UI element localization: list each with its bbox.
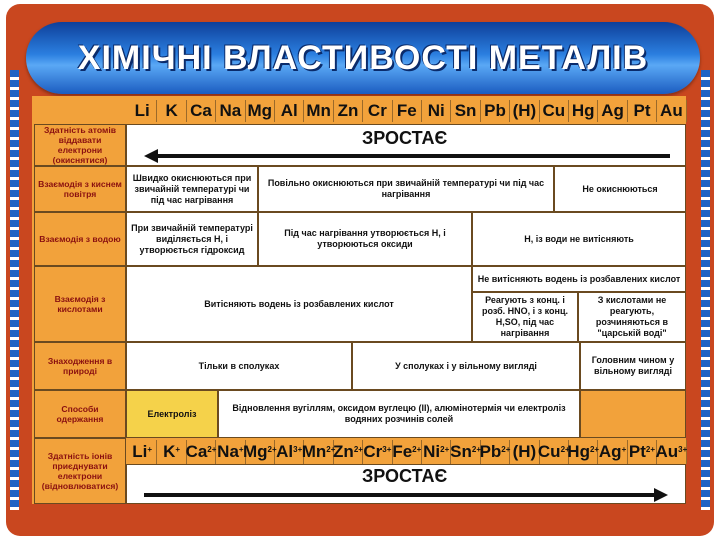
oxygen-none-cell: Не окиснюються [554,166,686,212]
ion-cell-8 [363,440,392,464]
row-label-nature: Знаходження в природі [34,342,126,390]
ion-symbol: Ca [185,442,208,461]
title-banner [26,22,700,94]
ion-symbol: Pb [479,442,502,461]
ion-charge: 2+ [589,444,600,454]
metal-cell-15: Hg [569,100,598,122]
ion-symbol: Ni [423,442,441,461]
ion-cell-18 [657,440,686,464]
ion-cell-7 [334,440,363,464]
ion-symbol: Pt [628,442,646,461]
oxygen-fast-cell: Швидко окиснюються при звичайній температурі чи під час нагрівання [126,166,258,212]
acids-displace-cell: Витісняють водень із розбавлених кислот [126,266,472,342]
ion-charge: 2+ [207,444,217,454]
nature-compounds-cell: Тільки в сполуках [126,342,352,390]
water-none-cell: H, із води не витісняють [472,212,686,266]
ion-charge: 2+ [412,444,422,454]
row-label-production: Способи одержання [34,390,126,438]
ion-symbol: Mn [301,442,327,461]
metal-cell-7: Zn [334,100,363,122]
ion-cell-16 [598,440,627,464]
ion-charge: 3+ [293,444,303,454]
trend-arrow-right [144,493,656,497]
poster-title: ХІМІЧНІ ВЛАСТИВОСТІ МЕТАЛІВ [77,39,649,77]
metal-cell-3: Na [216,100,245,122]
acids-nitric-cell: Реагують з конц. і розб. HNO, і з конц. H,SO, під час нагрівання [472,292,578,342]
ion-charge: + [147,444,153,454]
ion-symbol: Cr [363,442,383,461]
trend-arrow-left [158,154,670,158]
ion-charge: 2+ [501,444,511,454]
ion-cell-2 [187,440,216,464]
metal-cell-14: Cu [540,100,569,122]
metal-cell-10: Ni [422,100,451,122]
right-stripe-rail [701,70,710,510]
ion-symbol: Sn [450,442,472,461]
ion-cell-1 [157,440,186,464]
ion-charge: 2+ [353,444,363,454]
ion-symbol: Na [217,442,239,461]
metal-cell-4: Mg [246,100,275,122]
ion-symbol: (H) [512,442,537,461]
ion-symbol: Mg [242,442,268,461]
ion-charge: 2+ [645,444,656,454]
metal-cell-11: Sn [451,100,480,122]
ion-symbol: Fe [392,442,413,461]
ion-cell-10 [422,440,451,464]
ion-cell-12 [481,440,510,464]
ion-cell-14 [537,440,570,464]
row-label-water: Взаємодія з водою [34,212,126,266]
ion-cell-17 [628,440,657,464]
metal-cell-12: Pb [481,100,510,122]
ion-cell-9 [393,440,422,464]
ion-charge: 2+ [267,444,277,454]
row-label-electron-donation: Здатність атомів віддавати електрони (окиснятися) [34,124,126,166]
metal-cell-0: Li [128,100,157,122]
ion-symbol: Al [276,442,294,461]
metal-cell-6: Mn [304,100,333,122]
ion-symbol: Ag [598,442,622,461]
metal-cell-2: Ca [187,100,216,122]
ion-symbol: Hg [567,442,590,461]
water-hydroxide-cell: При звичайній температурі виділяється H, і утворюється гідроксид [126,212,258,266]
ion-charge: + [238,444,244,454]
metal-cell-16: Ag [598,100,627,122]
arrow-head-left-icon [144,149,158,163]
ion-charge: 2+ [440,444,450,454]
row-label-ion-acceptance: Здатність іонів приєднувати електрони (відновлюватися) [34,438,126,504]
ion-cell-15 [569,440,598,464]
ion-cell-6 [301,440,336,464]
ion-cell-5 [275,440,304,464]
ion-cell-3 [216,440,245,464]
production-empty-cell [580,390,686,438]
metal-cell-1: K [157,100,186,122]
ion-charge: 3+ [382,444,392,454]
acids-aqua-regia-cell: З кислотами не реагують, розчиняються в "царській воді" [578,292,686,342]
ion-symbol: Li [132,442,148,461]
ion-charge: 2+ [471,444,482,454]
nature-free-cell: Головним чином у вільному вигляді [580,342,686,390]
production-reduction-cell: Відновлення вугіллям, оксидом вуглецю (ІІ), алюмінотермія чи електроліз водяних розчинів солей [218,390,580,438]
metal-cell-18: Au [657,100,686,122]
ion-charge: + [175,444,181,454]
metal-cell-9: Fe [393,100,422,122]
nature-mixed-cell: У сполуках і у вільному вигляді [352,342,580,390]
row-label-oxygen: Взаємодія з киснем повітря [34,166,126,212]
metal-cell-13: (H) [510,100,539,122]
water-oxide-cell: Під час нагрівання утворюється H, і утворюються оксиди [258,212,472,266]
ion-symbol: K [163,442,176,461]
oxygen-slow-cell: Повільно окиснюються при звичайній температурі чи під час нагрівання [258,166,554,212]
ion-symbol: Zn [333,442,354,461]
row-label-acids: Взаємодія з кислотами [34,266,126,342]
ion-charge: 3+ [678,444,688,454]
ion-charge: 2+ [326,444,336,454]
metal-cell-8: Cr [363,100,392,122]
production-electrolysis-cell: Електроліз [126,390,218,438]
ion-cell-13 [510,440,539,464]
left-stripe-rail [10,70,19,510]
acids-no-displace-cell: Не витісняють водень із розбавлених кислот [472,266,686,292]
ion-cell-0 [128,440,157,464]
metal-cell-17: Pt [628,100,657,122]
ion-symbol: Cu [537,442,561,461]
ion-charge: + [621,444,627,454]
trend-label-bottom: ЗРОСТАЄ [362,466,448,486]
ion-symbol: Au [655,442,679,461]
arrow-head-right-icon [654,488,668,502]
ion-cell-11 [451,440,480,464]
ion-charge: 2+ [560,444,570,454]
trend-label-top: ЗРОСТАЄ [362,128,448,148]
metal-cell-5: Al [275,100,304,122]
ion-cell-4 [242,440,277,464]
